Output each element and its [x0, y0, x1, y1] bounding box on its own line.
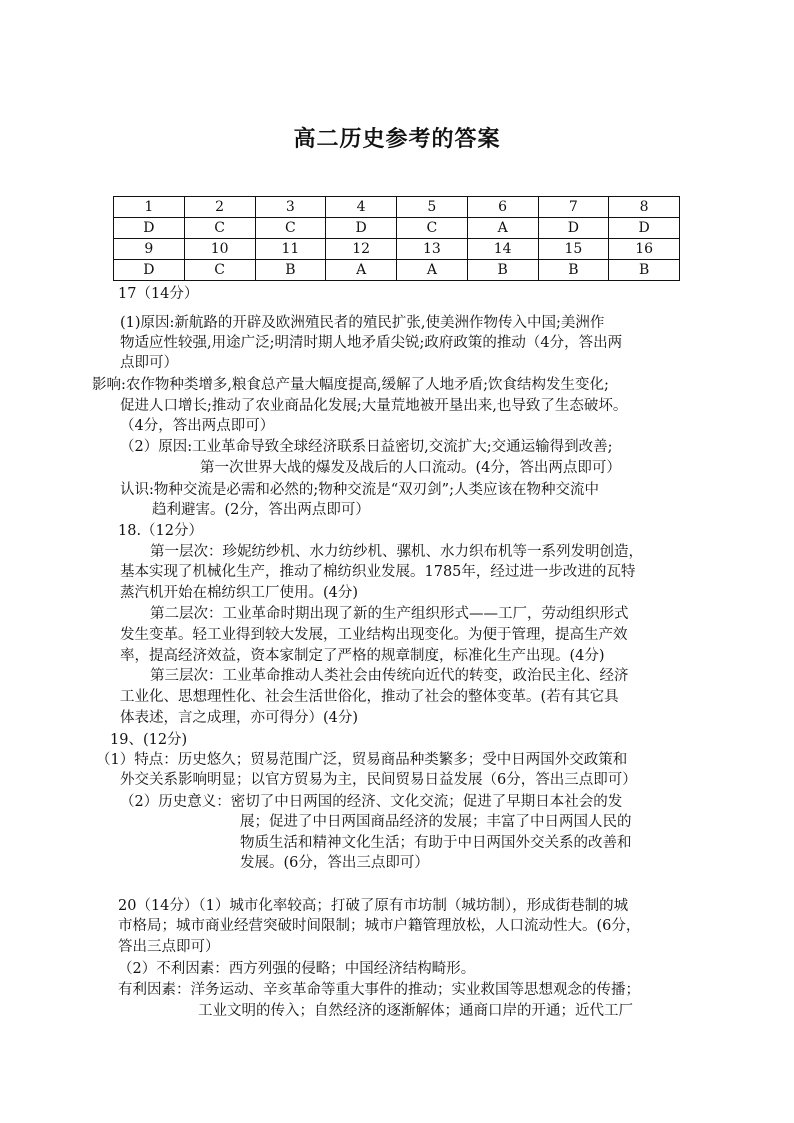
table-cell: 15	[538, 239, 609, 260]
table-cell: B	[538, 260, 609, 281]
text-line: 物质生活和精神文化生活；有助于中日两国外交关系的改善和	[240, 835, 632, 851]
page-title: 高二历史参考的答案	[293, 126, 501, 152]
answer-table	[113, 196, 680, 281]
table-cell: 9	[114, 239, 185, 260]
text-line: (1)原因:新航路的开辟及欧洲殖民者的殖民扩张,使美洲作物传入中国;美洲作	[120, 315, 605, 331]
table-row	[114, 197, 680, 218]
text-line: 外交关系影响明显；以官方贸易为主，民间贸易日益发展（6分，答出三点即可）	[120, 772, 637, 788]
text-line: （4分，答出两点即可）	[120, 418, 275, 434]
table-cell: D	[326, 218, 397, 239]
text-line: 第三层次：工业革命推动人类社会由传统向近代的转变，政治民主化、经济	[150, 668, 629, 684]
text-line: （2）原因:工业革命导致全球经济联系日益密切,交流扩大;交通运输得到改善;	[120, 439, 613, 455]
table-cell: 6	[467, 197, 538, 218]
text-line: 展；促进了中日两国商品经济的发展；丰富了中日两国人民的	[240, 814, 632, 830]
text-line: 点即可）	[120, 355, 178, 371]
table-cell: D	[114, 260, 185, 281]
q18-heading: 18.（12分）	[118, 523, 204, 539]
table-cell: 13	[397, 239, 468, 260]
table-cell: 3	[255, 197, 326, 218]
q17-heading: 17（14分）	[118, 286, 199, 302]
text-line: 蒸汽机开始在棉纺织工厂使用。(4分)	[120, 585, 359, 601]
text-line: 物适应性较强,用途广泛;明清时期人地矛盾尖锐;政府政策的推动（4分，答出两	[120, 335, 623, 351]
text-line: 市格局；城市商业经营突破时间限制；城市户籍管理放松，人口流动性大。(6分，	[118, 918, 641, 934]
text-line: 第二层次：工业革命时期出现了新的生产组织形式——工厂，劳动组织形式	[150, 606, 629, 622]
text-line: 第一层次：珍妮纺纱机、水力纺纱机、骡机、水力织布机等一系列发明创造，	[150, 544, 643, 560]
text-line: （2）历史意义：密切了中日两国的经济、文化交流；促进了早期日本社会的发	[120, 794, 623, 810]
table-cell: 11	[255, 239, 326, 260]
table-row	[114, 218, 680, 239]
table-cell: A	[467, 218, 538, 239]
text-line: 体表述，言之成理，亦可得分）(4分)	[120, 710, 359, 726]
text-line: 趋利避害。(2分，答出两点即可）	[152, 502, 370, 518]
text-line: 率，提高经济效益，资本家制定了严格的规章制度，标准化生产出现。(4分)	[120, 648, 605, 664]
text-line: 答出三点即可）	[118, 939, 220, 955]
table-cell: D	[609, 218, 680, 239]
table-row	[114, 239, 680, 260]
text-line: 影响:农作物种类增多,粮食总产量大幅度提高,缓解了人地矛盾;饮食结构发生变化;	[92, 377, 609, 393]
table-cell: 7	[538, 197, 609, 218]
q19-heading: 19、(12分)	[110, 732, 188, 748]
text-line: 基本实现了机械化生产，推动了棉纺织业发展。1785年，经过进一步改进的瓦特	[120, 564, 636, 580]
text-line: 工业化、思想理性化、社会生活世俗化，推动了社会的整体变革。(若有其它具	[120, 689, 619, 705]
table-cell: 14	[467, 239, 538, 260]
text-line: 促进人口增长;推动了农业商品化发展;大量荒地被开垦出来,也导致了生态破坏。	[120, 398, 628, 414]
table-row	[114, 260, 680, 281]
table-cell: B	[609, 260, 680, 281]
table-cell: C	[184, 260, 255, 281]
text-line: 第一次世界大战的爆发及战后的人口流动。(4分，答出两点即可）	[200, 460, 621, 476]
table-cell: D	[114, 218, 185, 239]
table-cell: D	[538, 218, 609, 239]
table-cell: A	[397, 260, 468, 281]
table-cell: 1	[114, 197, 185, 218]
q20-heading: 20（14分）（1）城市化率较高；打破了原有市坊制（城坊制），形成街巷制的城	[118, 898, 629, 914]
text-line: 工业文明的传入；自然经济的逐渐解体；通商口岸的开通；近代工厂	[198, 1003, 633, 1019]
table-cell: 5	[397, 197, 468, 218]
text-line: 发展。(6分，答出三点即可）	[240, 855, 429, 871]
text-line: 认识:物种交流是必需和必然的;物种交流是“双刃剑”;人类应该在物种交流中	[120, 482, 599, 498]
text-line: （2）不利因素：西方列强的侵略；中国经济结构畸形。	[118, 961, 476, 977]
table-cell: C	[184, 218, 255, 239]
table-cell: 16	[609, 239, 680, 260]
table-cell: B	[255, 260, 326, 281]
table-cell: 12	[326, 239, 397, 260]
table-cell: C	[397, 218, 468, 239]
table-cell: 2	[184, 197, 255, 218]
text-line: （1）特点：历史悠久；贸易范围广泛，贸易商品种类繁多；受中日两国外交政策和	[96, 752, 628, 768]
text-line: 有利因素：洋务运动、辛亥革命等重大事件的推动；实业救国等思想观念的传播；	[118, 982, 640, 998]
table-cell: 10	[184, 239, 255, 260]
table-cell: C	[255, 218, 326, 239]
table-cell: 4	[326, 197, 397, 218]
text-line: 发生变革。轻工业得到较大发展，工业结构出现变化。为便于管理，提高生产效	[120, 627, 628, 643]
table-cell: B	[467, 260, 538, 281]
table-cell: A	[326, 260, 397, 281]
table-cell: 8	[609, 197, 680, 218]
